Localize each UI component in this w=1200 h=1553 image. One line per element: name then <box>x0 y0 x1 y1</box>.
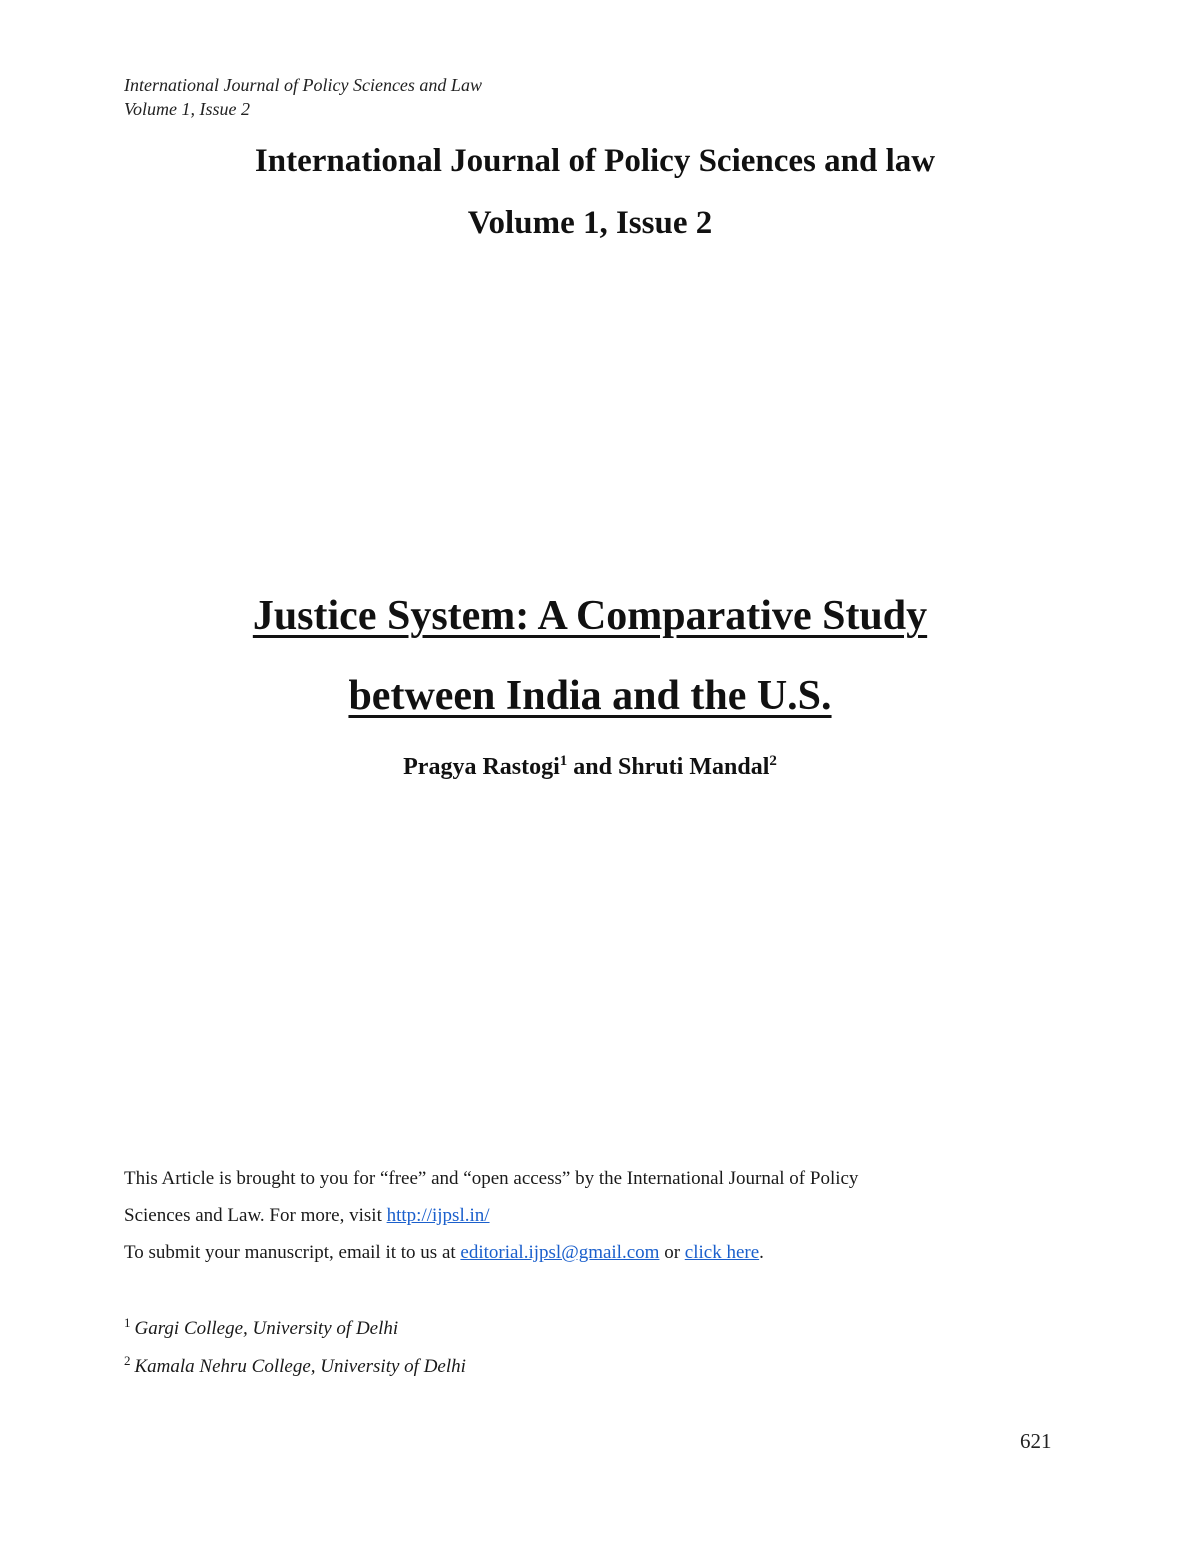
running-header-journal: International Journal of Policy Sciences and Law <box>124 75 482 95</box>
author-footnote-mark[interactable]: 2 <box>769 753 777 769</box>
author-joiner: and <box>573 754 612 780</box>
journal-issue: Volume 1, Issue 2 <box>467 205 713 241</box>
footnote-item <box>124 1348 466 1386</box>
access-note-text: or <box>659 1242 685 1263</box>
access-note-line <box>124 1197 1084 1234</box>
article-title-line-2: between India and the U.S. <box>348 673 832 719</box>
website-link[interactable]: http://ijpsl.in/ <box>386 1205 490 1226</box>
email-link[interactable]: editorial.ijpsl@gmail.com <box>460 1242 660 1263</box>
access-note-text: . <box>759 1242 764 1263</box>
access-note-line: This Article is brought to you for “free” and “open access” by the International Journal of Policy <box>124 1168 859 1189</box>
footnote-text: Kamala Nehru College, University of Delhi <box>134 1356 466 1377</box>
author-name: Shruti Mandal <box>617 754 770 780</box>
access-note-line <box>124 1234 1084 1271</box>
footnote-text: Gargi College, University of Delhi <box>134 1318 399 1339</box>
author-footnote-mark[interactable]: 1 <box>559 753 568 769</box>
page-number: 621 <box>1020 1429 1052 1453</box>
footnote-mark: 2 <box>124 1352 131 1368</box>
access-note-text: To submit your manuscript, email it to us at <box>124 1242 461 1263</box>
footnotes <box>124 1310 466 1386</box>
running-header-issue: Volume 1, Issue 2 <box>124 99 250 119</box>
open-access-note <box>124 1160 1084 1271</box>
footnote-item <box>124 1310 466 1348</box>
journal-title: International Journal of Policy Sciences and law <box>254 143 936 179</box>
footnote-mark: 1 <box>124 1314 131 1330</box>
article-title-line-1: Justice System: A Comparative Study <box>252 593 928 639</box>
author-line <box>0 750 1180 784</box>
author-name: Pragya Rastogi <box>403 754 560 780</box>
running-header <box>124 73 482 121</box>
access-note-text: Sciences and Law. For more, visit <box>124 1205 387 1226</box>
click-here-link[interactable]: click here <box>684 1242 760 1263</box>
